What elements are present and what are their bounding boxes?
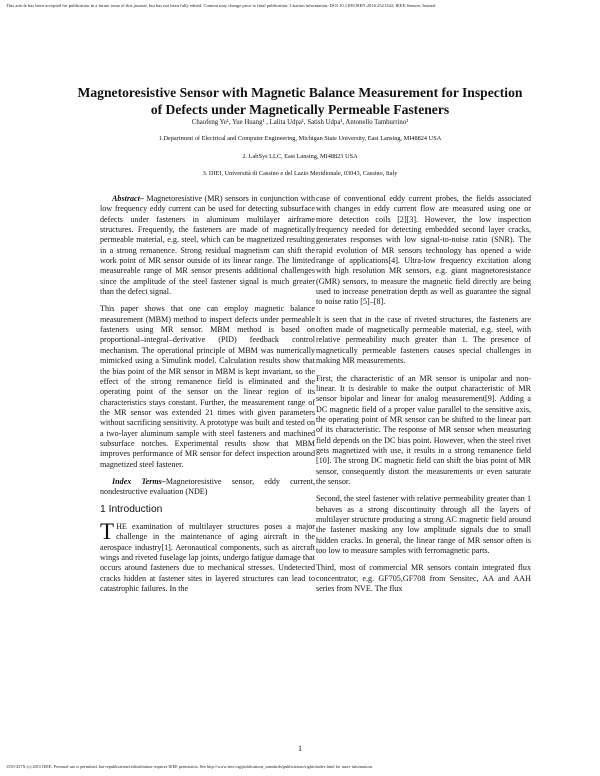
abstract-paragraph-2: This paper shows that one can employ magnetic balance measurement (MBM) method to inspect defects under permeable fasteners using MR sensor. MBM method is based on proportional–integral–derivative (PID) feedback control mechanism. The operational principle of MBM was numerically mimicked using a Simulink model. Calculation results show that the bias point of the MR sensor in MBM is kept invariant, so the effect of the strong remanence field is eliminated and the operating point of the sensor on the linear region of its characteristics stays constant. Further, the measurement range of the MR sensor was extended 21 times with given parameters without sacrificing sensitivity. A prototype was built and tested on a two-layer aluminum sample with steel fasteners and machined subsurface notches. Experimental results show that MBM improves performance of MR sensor for defect inspection around magnetized steel fastener. bbox=[100, 304, 315, 469]
right-paragraph-3: First, the characteristic of an MR sensor is unipolar and non-linear. It is desirable to make the output characteristic of MR sensor bipolar and linear for analog measurement[9]. Adding a DC magnetic field of a proper value parallel to the sensitive axis, the operating point of MR sensor can be shifted to the linear part of its characteristic. The response of MR sensor when measuring field depends on the DC bias point. However, when the steel rivet gets magnetized with use, it results in a strong remanence field [10]. The strong DC magnetic field can shift the bias point of MR sensor, consequently distort the measurements or even saturate the sensor. bbox=[316, 373, 531, 486]
left-column bbox=[100, 194, 315, 601]
author-list: Chaofeng Ye¹, Yue Huang¹ , Lalita Udpa¹, Satish Udpa¹, Antonello Tamburrino³ bbox=[191, 119, 409, 126]
section-heading-introduction: 1 Introduction bbox=[100, 503, 163, 515]
index-terms-label: Index Terms– bbox=[112, 476, 166, 486]
right-paragraph-4: Second, the steel fastener with relative permeability greater than 1 behaves as a strong discontinuity through all the layers of multilayer structure producing a strong AC magnetic field around the fastener masking any low amplitude signals due to small hidden cracks. In general, the linear range of MR sensor often is too low to measure samples with ferromagnetic parts. bbox=[316, 494, 531, 555]
affiliation-1: 1.Department of Electrical and Computer Engineering, Michigan State University, East Lansing, MI48824 USA bbox=[158, 135, 442, 142]
index-terms bbox=[100, 477, 315, 498]
affiliation-3: 3. DIEI, Università di Cassino e del Lazio Meridionale, 03043, Cassino, Italy bbox=[202, 170, 398, 177]
index-terms-text: Magnetoresistive sensor, eddy current, nondestructive evaluation (NDE) bbox=[100, 476, 316, 497]
affiliation-2: 2. LabSys LLC, East Lansing, MI48823 USA bbox=[242, 153, 358, 160]
copyright-footer: 1530-437X (c) 2015 IEEE. Personal use is permitted, but republication/redistribution requires IEEE permission. See http://www.ieee.org/publications_standards/publications/rights/index.html for more information. bbox=[6, 764, 373, 769]
abstract-text: Magnetoresistive (MR) sensors in conjunction with low frequency eddy current can be used for detecting subsurface defects under fasteners in aluminum multilayer airframe structures. Frequently, the fasteners are made of magnetically permeable material, e.g. steel, which can be magnetized resulting in a strong remanence. Strong residual magnetism can shift the work point of MR sensor outside of its linear range. The limited measureable range of MR sensor presents additional challenges since the amplitude of the steel fastener signal is much greater than the defect signal. bbox=[100, 194, 315, 297]
page-number: 1 bbox=[298, 744, 302, 753]
right-paragraph-2: It is seen that in the case of riveted structures, the fasteners are often made of magnetically permeable material, e.g. steel, with relative permeability much greater than 1. The presence of magnetically permeable fasteners causes special challenges in making MR measurements. bbox=[316, 314, 531, 366]
intro-paragraph bbox=[100, 518, 315, 594]
right-paragraph-5: Third, most of commercial MR sensors contain integrated flux concentrator, e.g. GF705,GF708 from Sensitec, AA and AAH series from NVE. The flux bbox=[316, 563, 531, 594]
title-line-1: Magnetoresistive Sensor with Magnetic Balance Measurement for Inspection bbox=[77, 85, 523, 100]
right-column bbox=[316, 194, 531, 601]
right-paragraph-1: case of conventional eddy current probes, the fields associated with changes in eddy current flow are measured using one or more detection coils [2][3]. However, the low inspection frequency needed for detecting embedded second layer cracks, generates responses with low signal-to-noise ratio (SNR). The rapid evolution of MR sensors technology has opened a wide range of applications[4]. Ultra-low frequency excitation along with high resolution MR sensors, e.g. giant magnetoresistance (GMR) sensors, to measure the magnetic field directly are being used to increase penetration depth as well as guarantee the signal to noise ratio [5]–[8]. bbox=[316, 194, 531, 307]
intro-text: HE examination of multilayer structures poses a major challenge in the maintenance of aging aircraft in the aerospace industry[1]. Aeronautical components, such as aircraft wings and riveted fuselage lap joints, undergo fatigue damage that occurs around fasteners due to mechanical stresses. Undetected cracks hidden at fastener sites in layered structures can lead to catastrophic failures. In the bbox=[100, 521, 315, 594]
abstract bbox=[100, 194, 315, 297]
publication-notice: This article has been accepted for publication in a future issue of this journal, but has not been fully edited. Content may change prior to final publication. Citation information: DOI 10.1109/JSEN.2016.2521342, IEEE Sensors Journal bbox=[6, 3, 436, 8]
abstract-label: Abstract– bbox=[112, 194, 144, 203]
drop-cap: T bbox=[100, 518, 115, 544]
title-line-2: of Defects under Magnetically Permeable Fasteners bbox=[150, 102, 450, 117]
paper-title bbox=[40, 84, 560, 118]
